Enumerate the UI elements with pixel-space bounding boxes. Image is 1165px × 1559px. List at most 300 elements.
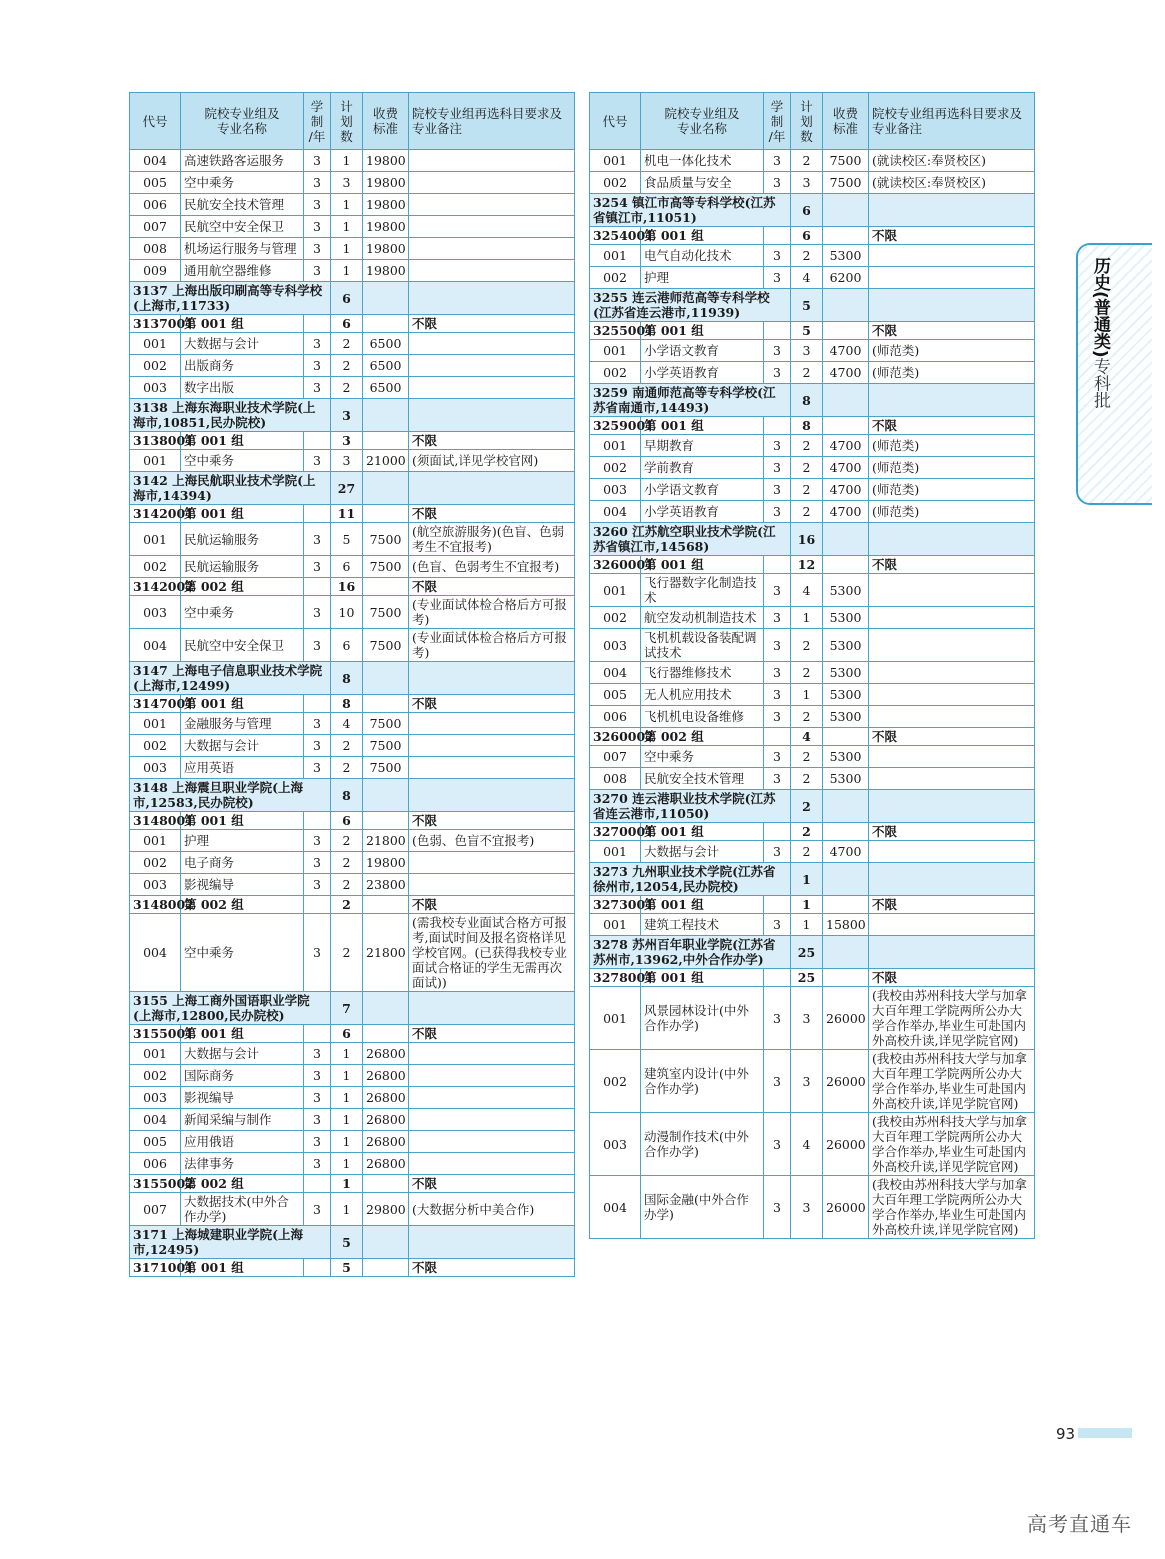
school-plan: 27 — [331, 472, 363, 505]
major-name: 大数据技术(中外合作办学) — [181, 1193, 304, 1226]
group-note: 不限 — [869, 227, 1035, 245]
major-code: 001 — [130, 333, 181, 355]
major-code: 004 — [130, 629, 181, 662]
major-note: (我校由苏州科技大学与加拿大百年理工学院两所公办大学合作举办,毕业生可赴国内外高校升读,详见学院官网) — [869, 1113, 1035, 1176]
major-years: 3 — [304, 735, 331, 757]
major-plan: 2 — [791, 457, 823, 479]
major-years: 3 — [304, 1109, 331, 1131]
group-name: 第 001 组 — [181, 1025, 304, 1043]
major-row — [130, 1153, 575, 1175]
major-code: 002 — [130, 355, 181, 377]
major-code: 003 — [590, 629, 641, 662]
group-name: 第 001 组 — [181, 505, 304, 523]
group-plan: 16 — [331, 578, 363, 596]
school-name: 3155 上海工商外国语职业学院(上海市,12800,民办院校) — [130, 992, 331, 1025]
major-plan: 2 — [331, 852, 363, 874]
major-note — [869, 662, 1035, 684]
school-note-empty — [869, 194, 1035, 227]
major-years: 3 — [304, 450, 331, 472]
major-fee: 26000 — [823, 1176, 869, 1239]
major-plan: 3 — [791, 1050, 823, 1113]
major-name: 护理 — [181, 830, 304, 852]
major-note: (色盲、色弱考生不宜报考) — [409, 556, 575, 578]
major-note — [409, 150, 575, 172]
group-years-empty — [304, 505, 331, 523]
group-fee-empty — [363, 1175, 409, 1193]
school-plan: 3 — [331, 399, 363, 432]
school-fee-empty — [363, 472, 409, 505]
major-code: 002 — [590, 607, 641, 629]
major-name: 民航安全技术管理 — [181, 194, 304, 216]
major-fee: 7500 — [363, 757, 409, 779]
group-name: 第 001 组 — [641, 417, 764, 435]
group-years-empty — [764, 417, 791, 435]
school-name: 3260 江苏航空职业技术学院(江苏省镇江市,14568) — [590, 523, 791, 556]
school-plan: 8 — [791, 384, 823, 417]
major-name: 应用俄语 — [181, 1131, 304, 1153]
major-plan: 3 — [791, 340, 823, 362]
school-row — [590, 863, 1035, 896]
major-code: 001 — [590, 987, 641, 1050]
major-row — [590, 629, 1035, 662]
major-years: 3 — [764, 746, 791, 768]
major-row — [590, 1050, 1035, 1113]
major-note — [869, 706, 1035, 728]
major-code: 001 — [130, 450, 181, 472]
major-row — [590, 1176, 1035, 1239]
group-name: 第 001 组 — [181, 695, 304, 713]
school-name: 3148 上海震旦职业学院(上海市,12583,民办院校) — [130, 779, 331, 812]
major-years: 3 — [764, 607, 791, 629]
major-plan: 1 — [791, 684, 823, 706]
school-plan: 8 — [331, 779, 363, 812]
major-code: 001 — [590, 574, 641, 607]
major-note — [409, 1153, 575, 1175]
major-code: 001 — [130, 1043, 181, 1065]
major-name: 民航运输服务 — [181, 556, 304, 578]
major-note — [409, 757, 575, 779]
school-row — [130, 992, 575, 1025]
major-plan: 2 — [331, 757, 363, 779]
group-code: 3260002 — [590, 728, 641, 746]
school-row — [130, 662, 575, 695]
major-fee: 29800 — [363, 1193, 409, 1226]
group-row — [130, 812, 575, 830]
group-code: 3254001 — [590, 227, 641, 245]
table-header — [130, 93, 575, 150]
group-code: 3138001 — [130, 432, 181, 450]
group-fee-empty — [363, 432, 409, 450]
major-years: 3 — [304, 1087, 331, 1109]
major-note — [409, 1131, 575, 1153]
major-fee: 4700 — [823, 340, 869, 362]
major-code: 004 — [590, 662, 641, 684]
school-plan: 5 — [331, 1226, 363, 1259]
major-years: 3 — [304, 355, 331, 377]
major-note — [409, 333, 575, 355]
major-note: (师范类) — [869, 435, 1035, 457]
group-row — [130, 695, 575, 713]
major-name: 空中乘务 — [181, 914, 304, 992]
group-note: 不限 — [409, 505, 575, 523]
major-plan: 2 — [791, 362, 823, 384]
major-plan: 3 — [791, 987, 823, 1050]
school-row — [590, 523, 1035, 556]
school-row — [130, 399, 575, 432]
major-row — [130, 874, 575, 896]
header-code: 代号 — [590, 93, 641, 150]
group-row — [590, 896, 1035, 914]
header-plan: 计 划 数 — [791, 93, 823, 150]
major-fee: 26800 — [363, 1043, 409, 1065]
group-code: 3273001 — [590, 896, 641, 914]
school-note-empty — [409, 779, 575, 812]
school-row — [590, 790, 1035, 823]
group-note: 不限 — [409, 695, 575, 713]
major-plan: 1 — [791, 914, 823, 936]
major-plan: 6 — [331, 629, 363, 662]
group-years-empty — [764, 556, 791, 574]
major-name: 民航空中安全保卫 — [181, 216, 304, 238]
major-years: 3 — [764, 501, 791, 523]
group-row — [590, 417, 1035, 435]
major-years: 3 — [764, 457, 791, 479]
major-row — [130, 238, 575, 260]
major-name: 数字出版 — [181, 377, 304, 399]
group-note: 不限 — [409, 812, 575, 830]
major-fee: 19800 — [363, 216, 409, 238]
major-plan: 1 — [331, 1109, 363, 1131]
major-name: 建筑室内设计(中外合作办学) — [641, 1050, 764, 1113]
major-code: 005 — [130, 1131, 181, 1153]
major-fee: 19800 — [363, 260, 409, 282]
major-name: 国际商务 — [181, 1065, 304, 1087]
major-row — [130, 914, 575, 992]
school-fee-empty — [823, 523, 869, 556]
major-note: (我校由苏州科技大学与加拿大百年理工学院两所公办大学合作举办,毕业生可赴国内外高校升读,详见学院官网) — [869, 1176, 1035, 1239]
group-fee-empty — [363, 315, 409, 333]
major-fee: 4700 — [823, 457, 869, 479]
major-name: 通用航空器维修 — [181, 260, 304, 282]
group-plan: 2 — [331, 896, 363, 914]
major-note: (需我校专业面试合格方可报考,面试时间及报名资格详见学校官网。(已获得我校专业面试合格证的学生无需再次面试)) — [409, 914, 575, 992]
group-fee-empty — [363, 1259, 409, 1277]
major-note: (就读校区:奉贤校区) — [869, 150, 1035, 172]
group-years-empty — [764, 322, 791, 340]
major-row — [590, 245, 1035, 267]
group-code: 3171001 — [130, 1259, 181, 1277]
group-name: 第 002 组 — [641, 728, 764, 746]
major-years: 3 — [764, 435, 791, 457]
major-note — [869, 914, 1035, 936]
header-note: 院校专业组再选科目要求及 专业备注 — [409, 93, 575, 150]
group-years-empty — [304, 1259, 331, 1277]
group-note: 不限 — [409, 432, 575, 450]
major-note — [869, 684, 1035, 706]
side-tab-category: 历史(普通类) — [1090, 257, 1110, 358]
major-fee: 7500 — [363, 556, 409, 578]
major-name: 早期教育 — [641, 435, 764, 457]
school-note-empty — [869, 790, 1035, 823]
major-fee: 26000 — [823, 1113, 869, 1176]
admission-table-right — [589, 92, 1035, 1239]
major-name: 大数据与会计 — [641, 841, 764, 863]
major-name: 民航安全技术管理 — [641, 768, 764, 790]
header-name: 院校专业组及 专业名称 — [641, 93, 764, 150]
major-fee: 6500 — [363, 355, 409, 377]
major-fee: 7500 — [363, 596, 409, 629]
group-years-empty — [304, 1025, 331, 1043]
major-fee: 21000 — [363, 450, 409, 472]
major-code: 008 — [130, 238, 181, 260]
school-name: 3137 上海出版印刷高等专科学校(上海市,11733) — [130, 282, 331, 315]
header-fee: 收费 标准 — [363, 93, 409, 150]
group-plan: 6 — [331, 315, 363, 333]
major-code: 004 — [130, 1109, 181, 1131]
header-fee: 收费 标准 — [823, 93, 869, 150]
school-name: 3142 上海民航职业技术学院(上海市,14394) — [130, 472, 331, 505]
major-note: (师范类) — [869, 340, 1035, 362]
major-row — [590, 706, 1035, 728]
major-plan: 4 — [331, 713, 363, 735]
major-years: 3 — [764, 629, 791, 662]
major-plan: 2 — [791, 501, 823, 523]
major-row — [590, 150, 1035, 172]
major-row — [130, 216, 575, 238]
major-note — [409, 355, 575, 377]
group-fee-empty — [363, 896, 409, 914]
major-name: 法律事务 — [181, 1153, 304, 1175]
major-note — [409, 1087, 575, 1109]
school-note-empty — [409, 662, 575, 695]
major-plan: 1 — [791, 607, 823, 629]
major-code: 001 — [590, 150, 641, 172]
major-plan: 3 — [791, 1176, 823, 1239]
major-fee: 5300 — [823, 574, 869, 607]
major-code: 004 — [590, 1176, 641, 1239]
group-code: 3270001 — [590, 823, 641, 841]
major-name: 国际金融(中外合作办学) — [641, 1176, 764, 1239]
school-note-empty — [409, 399, 575, 432]
group-row — [130, 315, 575, 333]
major-row — [130, 450, 575, 472]
major-fee: 5300 — [823, 684, 869, 706]
group-fee-empty — [363, 812, 409, 830]
major-note — [409, 735, 575, 757]
major-years: 3 — [304, 523, 331, 556]
group-row — [590, 823, 1035, 841]
major-note — [409, 852, 575, 874]
school-plan: 7 — [331, 992, 363, 1025]
group-plan: 2 — [791, 823, 823, 841]
group-plan: 1 — [791, 896, 823, 914]
school-note-empty — [869, 384, 1035, 417]
major-plan: 3 — [331, 172, 363, 194]
group-years-empty — [764, 969, 791, 987]
major-years: 3 — [764, 150, 791, 172]
major-code: 006 — [590, 706, 641, 728]
major-plan: 1 — [331, 238, 363, 260]
major-note — [869, 841, 1035, 863]
major-code: 004 — [130, 914, 181, 992]
major-note: (专业面试体检合格后方可报考) — [409, 596, 575, 629]
major-plan: 1 — [331, 1043, 363, 1065]
major-row — [130, 355, 575, 377]
major-row — [590, 768, 1035, 790]
major-note: (师范类) — [869, 457, 1035, 479]
major-name: 民航运输服务 — [181, 523, 304, 556]
major-name: 食品质量与安全 — [641, 172, 764, 194]
major-fee: 5300 — [823, 746, 869, 768]
major-note — [409, 713, 575, 735]
school-name: 3171 上海城建职业学院(上海市,12495) — [130, 1226, 331, 1259]
group-note: 不限 — [869, 969, 1035, 987]
major-years: 3 — [304, 852, 331, 874]
major-years: 3 — [304, 333, 331, 355]
major-plan: 4 — [791, 267, 823, 289]
major-plan: 1 — [331, 194, 363, 216]
group-code: 3142001 — [130, 505, 181, 523]
group-row — [130, 1259, 575, 1277]
major-fee: 19800 — [363, 172, 409, 194]
major-row — [590, 1113, 1035, 1176]
major-plan: 2 — [791, 435, 823, 457]
major-plan: 3 — [331, 450, 363, 472]
group-fee-empty — [823, 227, 869, 245]
major-note: (色弱、色盲不宜报考) — [409, 830, 575, 852]
group-plan: 5 — [331, 1259, 363, 1277]
major-row — [130, 150, 575, 172]
major-name: 风景园林设计(中外合作办学) — [641, 987, 764, 1050]
group-years-empty — [304, 896, 331, 914]
major-years: 3 — [764, 340, 791, 362]
major-fee: 21800 — [363, 914, 409, 992]
major-row — [590, 435, 1035, 457]
group-name: 第 002 组 — [181, 578, 304, 596]
school-fee-empty — [363, 282, 409, 315]
major-row — [590, 501, 1035, 523]
group-fee-empty — [823, 556, 869, 574]
group-fee-empty — [363, 1025, 409, 1043]
major-name: 护理 — [641, 267, 764, 289]
major-name: 航空发动机制造技术 — [641, 607, 764, 629]
major-row — [590, 841, 1035, 863]
major-row — [590, 574, 1035, 607]
major-years: 3 — [304, 1065, 331, 1087]
group-code: 3148002 — [130, 896, 181, 914]
group-years-empty — [304, 695, 331, 713]
school-name: 3255 连云港师范高等专科学校(江苏省连云港市,11939) — [590, 289, 791, 322]
major-row — [130, 830, 575, 852]
major-years: 3 — [764, 706, 791, 728]
major-fee: 7500 — [363, 523, 409, 556]
school-fee-empty — [363, 779, 409, 812]
group-code: 3142002 — [130, 578, 181, 596]
major-plan: 5 — [331, 523, 363, 556]
major-years: 3 — [304, 757, 331, 779]
major-code: 001 — [590, 245, 641, 267]
major-name: 大数据与会计 — [181, 333, 304, 355]
major-name: 影视编导 — [181, 1087, 304, 1109]
major-code: 004 — [130, 150, 181, 172]
major-row — [130, 713, 575, 735]
section-side-tab — [1076, 243, 1152, 505]
major-fee: 21800 — [363, 830, 409, 852]
group-plan: 6 — [791, 227, 823, 245]
major-plan: 2 — [331, 874, 363, 896]
major-fee: 5300 — [823, 245, 869, 267]
major-name: 飞行器数字化制造技术 — [641, 574, 764, 607]
school-note-empty — [869, 289, 1035, 322]
group-name: 第 001 组 — [641, 896, 764, 914]
major-years: 3 — [304, 914, 331, 992]
major-years: 3 — [304, 377, 331, 399]
group-code: 3148001 — [130, 812, 181, 830]
school-name: 3138 上海东海职业技术学院(上海市,10851,民办院校) — [130, 399, 331, 432]
school-note-empty — [869, 523, 1035, 556]
group-name: 第 001 组 — [181, 432, 304, 450]
major-years: 3 — [304, 1131, 331, 1153]
major-years: 3 — [304, 1193, 331, 1226]
major-code: 002 — [590, 1050, 641, 1113]
major-fee: 4700 — [823, 362, 869, 384]
major-fee: 7500 — [363, 735, 409, 757]
school-fee-empty — [363, 399, 409, 432]
school-row — [590, 384, 1035, 417]
major-plan: 2 — [791, 150, 823, 172]
major-plan: 3 — [791, 172, 823, 194]
side-tab-text — [1090, 257, 1110, 409]
major-code: 002 — [130, 556, 181, 578]
major-fee: 5300 — [823, 607, 869, 629]
major-name: 应用英语 — [181, 757, 304, 779]
major-note — [869, 245, 1035, 267]
major-note — [409, 260, 575, 282]
major-code: 003 — [130, 377, 181, 399]
major-fee: 5300 — [823, 706, 869, 728]
group-years-empty — [764, 227, 791, 245]
school-note-empty — [409, 282, 575, 315]
major-fee: 26800 — [363, 1131, 409, 1153]
major-code: 009 — [130, 260, 181, 282]
major-code: 003 — [130, 874, 181, 896]
major-fee: 26800 — [363, 1153, 409, 1175]
school-plan: 25 — [791, 936, 823, 969]
group-note: 不限 — [869, 322, 1035, 340]
school-name: 3273 九州职业技术学院(江苏省徐州市,12054,民办院校) — [590, 863, 791, 896]
major-row — [130, 172, 575, 194]
group-fee-empty — [823, 417, 869, 435]
group-code: 3155001 — [130, 1025, 181, 1043]
major-note: (师范类) — [869, 501, 1035, 523]
major-name: 空中乘务 — [641, 746, 764, 768]
major-name: 空中乘务 — [181, 596, 304, 629]
major-years: 3 — [764, 987, 791, 1050]
school-name: 3270 连云港职业技术学院(江苏省连云港市,11050) — [590, 790, 791, 823]
major-row — [590, 340, 1035, 362]
major-code: 008 — [590, 768, 641, 790]
major-name: 电子商务 — [181, 852, 304, 874]
group-plan: 5 — [791, 322, 823, 340]
major-name: 小学英语教育 — [641, 362, 764, 384]
major-row — [130, 1043, 575, 1065]
major-plan: 2 — [791, 841, 823, 863]
group-fee-empty — [363, 695, 409, 713]
group-note: 不限 — [869, 728, 1035, 746]
major-name: 高速铁路客运服务 — [181, 150, 304, 172]
school-fee-empty — [823, 384, 869, 417]
group-code: 3155002 — [130, 1175, 181, 1193]
